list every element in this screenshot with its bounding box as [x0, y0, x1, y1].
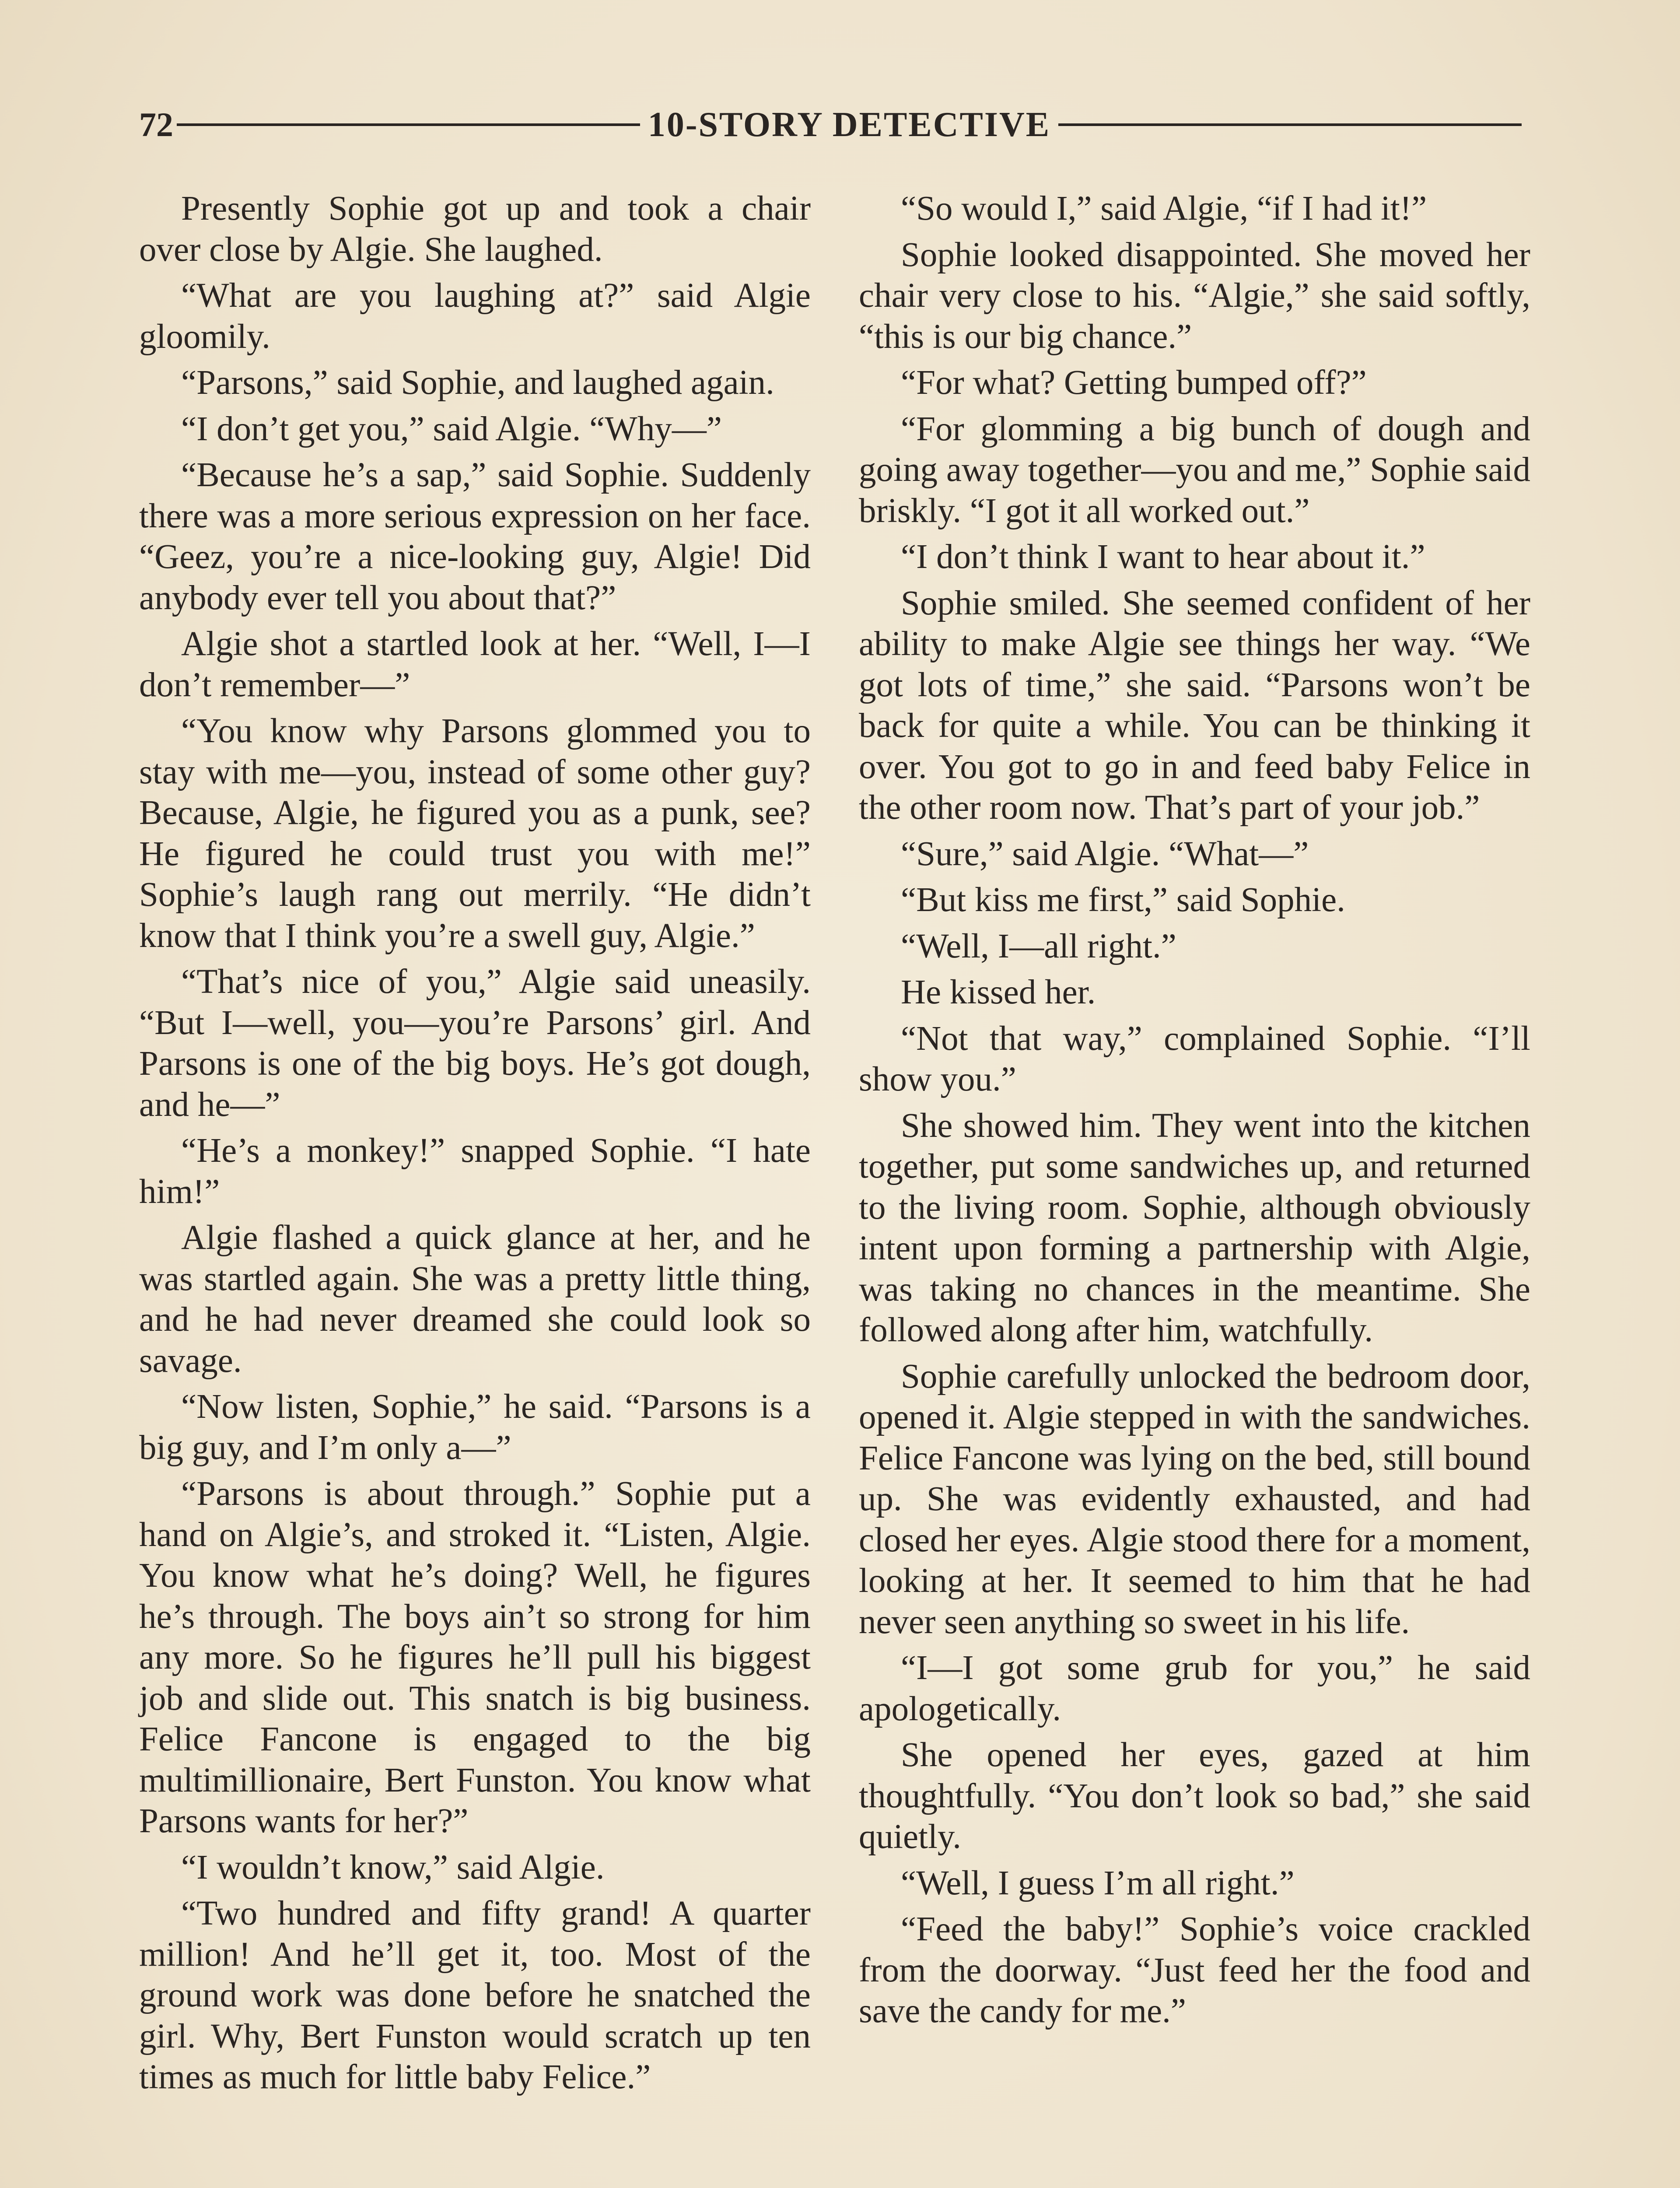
paragraph: “I wouldn’t know,” said Algie.: [181, 1848, 605, 1886]
magazine-title: 10-STORY DETECTIVE: [648, 105, 1051, 144]
paragraph: “Two hundred and fifty grand! A quarter million! And he’ll get it, too. Most of the ground work was done before he snatched the girl. Why, Bert Funston would scratch up ten times as much for little baby Felice.”: [139, 1894, 811, 2096]
paragraph: “Feed the baby!” Sophie’s voice crackled from the doorway. “Just feed her the food and save the candy for me.”: [859, 1910, 1530, 2030]
paragraph: “Well, I—all right.”: [901, 927, 1176, 965]
right-column: [859, 188, 1530, 2188]
header-rule-left: [177, 123, 640, 126]
paragraph: He kissed her.: [901, 973, 1096, 1011]
paragraph: “What are you laughing at?” said Algie gloomily.: [139, 277, 811, 356]
paragraph: “I don’t get you,” said Algie. “Why—”: [181, 410, 722, 448]
paragraph: “That’s nice of you,” Algie said uneasily. “But I—well, you—you’re Parsons’ girl. And Parsons is one of the big boys. He’s got dough, and he—”: [139, 963, 811, 1124]
story-text: [139, 188, 1530, 2188]
paragraph: “But kiss me first,” said Sophie.: [901, 881, 1345, 919]
paragraph: “For glomming a big bunch of dough and going away together—you and me,” Sophie said briskly. “I got it all worked out.”: [859, 410, 1530, 530]
paragraph: “He’s a monkey!” snapped Sophie. “I hate him!”: [139, 1132, 811, 1211]
paragraph: Sophie looked disappointed. She moved her chair very close to his. “Algie,” she said softly, “this is our big chance.”: [859, 235, 1530, 356]
paragraph: “So would I,” said Algie, “if I had it!”: [901, 189, 1427, 228]
page-header: [139, 105, 1522, 144]
paragraph: “Well, I guess I’m all right.”: [901, 1864, 1295, 1902]
paragraph: “You know why Parsons glommed you to stay with me—you, instead of some other guy? Because, Algie, he figured you as a punk, see? He figured he could trust you with me!” Sophie’s laugh rang out merrily. “He didn’t know that I think you’re a swell guy, Algie.”: [139, 712, 811, 955]
paragraph: “I—I got some grub for you,” he said apologetically.: [859, 1649, 1530, 1728]
paragraph: “Parsons,” said Sophie, and laughed again.: [181, 364, 774, 402]
paragraph: Sophie carefully unlocked the bedroom door, opened it. Algie stepped in with the sandwiches. Felice Fancone was lying on the bed, still bound up. She was evidently exhausted, and had closed her eyes. Algie stood there for a moment, looking at her. It seemed to him that he had never seen anything so sweet in his life.: [859, 1357, 1530, 1641]
paragraph: “Not that way,” complained Sophie. “I’ll show you.”: [859, 1019, 1530, 1098]
paragraph: She opened her eyes, gazed at him thoughtfully. “You don’t look so bad,” she said quietly.: [859, 1736, 1530, 1856]
page-number: 72: [139, 105, 173, 144]
paragraph: “Sure,” said Algie. “What—”: [901, 835, 1309, 873]
paragraph: “I don’t think I want to hear about it.”: [901, 538, 1425, 576]
paragraph: “Because he’s a sap,” said Sophie. Suddenly there was a more serious expression on her face. “Geez, you’re a nice-looking guy, Algie! Did anybody ever tell you about that?”: [139, 456, 811, 617]
header-rule-right: [1058, 123, 1522, 126]
paragraph: “For what? Getting bumped off?”: [901, 364, 1367, 402]
paragraph: Sophie smiled. She seemed confident of her ability to make Algie see things her way. “We got lots of time,” she said. “Parsons won’t be back for quite a while. You can be thinking it over. You got to go in and feed baby Felice in the other room now. That’s part of your job.”: [859, 584, 1530, 827]
paragraph: Algie flashed a quick glance at her, and he was startled again. She was a pretty little thing, and he had never dreamed she could look so savage.: [139, 1219, 811, 1380]
paragraph: “Parsons is about through.” Sophie put a hand on Algie’s, and stroked it. “Listen, Algie. You know what he’s doing? Well, he figures he’s through. The boys ain’t so strong for him any more. So he figures he’ll pull his biggest job and slide out. This snatch is big business. Felice Fancone is engaged to the big multimillionaire, Bert Funston. You know what Parsons wants for her?”: [139, 1475, 811, 1840]
paragraph: Presently Sophie got up and took a chair over close by Algie. She laughed.: [139, 189, 811, 269]
paragraph: She showed him. They went into the kitchen together, put some sandwiches up, and returned to the living room. Sophie, although obviously intent upon forming a partnership with Algie, was taking no chances in the meantime. She followed along after him, watchfully.: [859, 1106, 1530, 1349]
left-column: [139, 188, 811, 2188]
paragraph: “Now listen, Sophie,” he said. “Parsons is a big guy, and I’m only a—”: [139, 1388, 811, 1467]
paragraph: Algie shot a startled look at her. “Well, I—I don’t remember—”: [139, 625, 811, 704]
